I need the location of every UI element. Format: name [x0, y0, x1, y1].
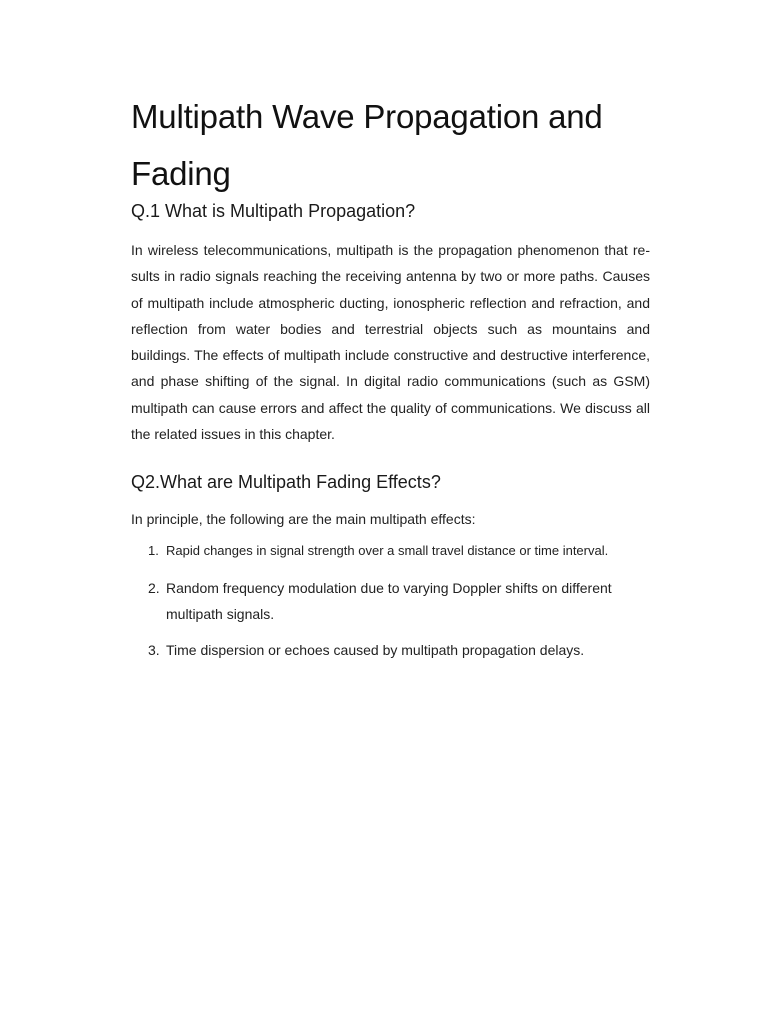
document-title: Multipath Wave Propagation and Fading — [131, 98, 603, 192]
list-item-number: 3. — [148, 642, 160, 658]
section-paragraph-q1: In wireless telecommunications, multipath is the propagation phenomenon that re-sults in radio signals reaching the receiving antenna by two or more paths. Causes of multipath include atmospheric ducting, ionospheric reflection and refraction, and reflection from water bodies and terrestrial objects such as mountains and buildings. The effects of multipath include constructive and destructive interference, and phase shifting of the signal. In digital radio communications (such as GSM) multipath can cause errors and affect the quality of communications. We discuss all the related issues in this chapter. — [131, 242, 650, 443]
list-item — [131, 575, 671, 627]
section-heading-q1: Q.1 What is Multipath Propagation? — [131, 201, 416, 221]
section-heading-q2: Q2.What are Multipath Fading Effects? — [131, 472, 441, 492]
section-intro-q2: In principle, the following are the main multipath effects: — [131, 511, 476, 527]
list-item-number: 2. — [148, 580, 160, 596]
list-item-text: Rapid changes in signal strength over a small travel distance or time interval. — [166, 543, 609, 558]
list-item — [131, 637, 671, 663]
list-item-number: 1. — [148, 543, 159, 558]
effects-list — [131, 540, 671, 663]
list-item-text: Time dispersion or echoes caused by multipath propagation delays. — [166, 642, 585, 658]
list-item — [131, 540, 671, 562]
list-item-text: Random frequency modulation due to varying Doppler shifts on different multipath signals. — [166, 580, 612, 622]
